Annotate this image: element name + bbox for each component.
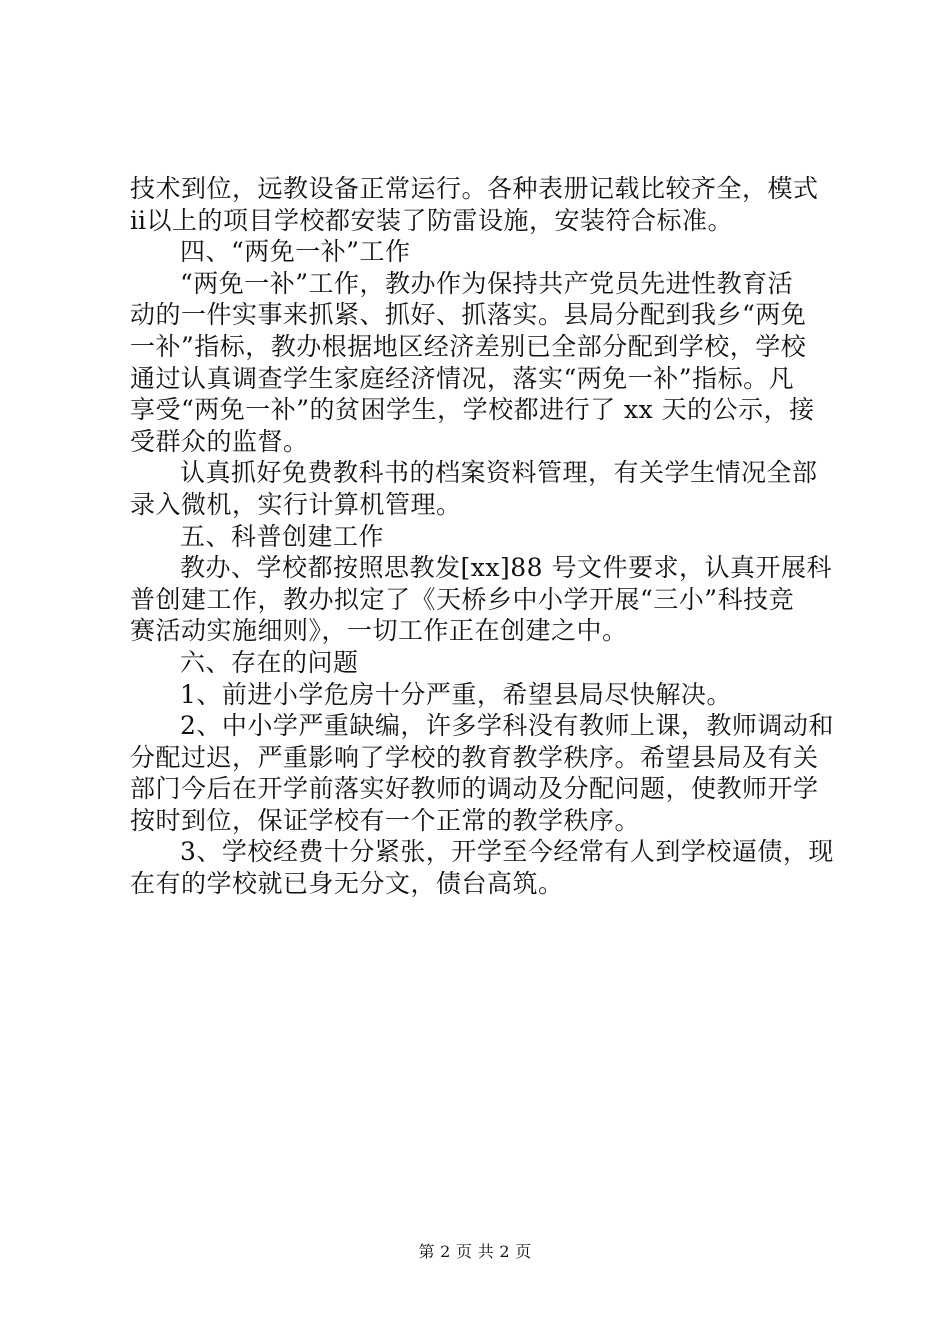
- text-line: 享受“两免一补”的贫困学生，学校都进行了 xx 天的公示，接: [130, 395, 815, 425]
- text-line: 普创建工作，教办拟定了《天桥乡中小学开展“三小”科技竞: [130, 584, 795, 614]
- text-line: 受群众的监督。: [130, 426, 309, 456]
- list-item: 2、中小学严重缺编，许多学科没有教师上课，教师调动和: [180, 711, 834, 741]
- text-line: ⅱ以上的项目学校都安装了防雷设施，安装符合标准。: [130, 205, 733, 235]
- text-line: 技术到位，远教设备正常运行。各种表册记载比较齐全，模式: [130, 174, 819, 203]
- section-heading: 五、科普创建工作: [180, 521, 385, 551]
- paragraph-start: 认真抓好免费教科书的档案资料管理，有关学生情况全部: [180, 458, 818, 488]
- list-item: 1、前进小学危房十分严重，希望县局尽快解决。: [180, 679, 732, 709]
- paragraph-start: 教办、学校都按照思教发[xx]88 号文件要求，认真开展科: [180, 553, 832, 583]
- text-line: 动的一件实事来抓紧、抓好、抓落实。县局分配到我乡“两免: [130, 300, 807, 330]
- text-line: 部门今后在开学前落实好教师的调动及分配问题，使教师开学: [130, 774, 819, 804]
- list-item: 3、学校经费十分紧张，开学至今经常有人到学校逼债，现: [180, 837, 834, 867]
- text-line: 赛活动实施细则》，一切工作正在创建之中。: [130, 616, 628, 646]
- section-heading: 四、“两免一补”工作: [180, 237, 411, 267]
- text-line: 录入微机，实行计算机管理。: [130, 489, 462, 519]
- document-body: [130, 173, 834, 900]
- text-line: 按时到位，保证学校有一个正常的教学秩序。: [130, 805, 641, 835]
- text-line: 一补”指标，教办根据地区经济差别已全部分配到学校，学校: [130, 331, 807, 361]
- text-line: 通过认真调查学生家庭经济情况，落实“两免一补”指标。凡: [130, 363, 795, 393]
- section-heading: 六、存在的问题: [180, 647, 359, 677]
- text-line: 分配过迟，严重影响了学校的教育教学秩序。希望县局及有关: [130, 742, 819, 772]
- paragraph-start: “两免一补”工作，教办作为保持共产党员先进性教育活: [180, 268, 794, 298]
- text-line: 在有的学校就已身无分文，债台高筑。: [130, 869, 564, 899]
- page-number-footer: 第 2 页 共 2 页: [418, 1242, 532, 1261]
